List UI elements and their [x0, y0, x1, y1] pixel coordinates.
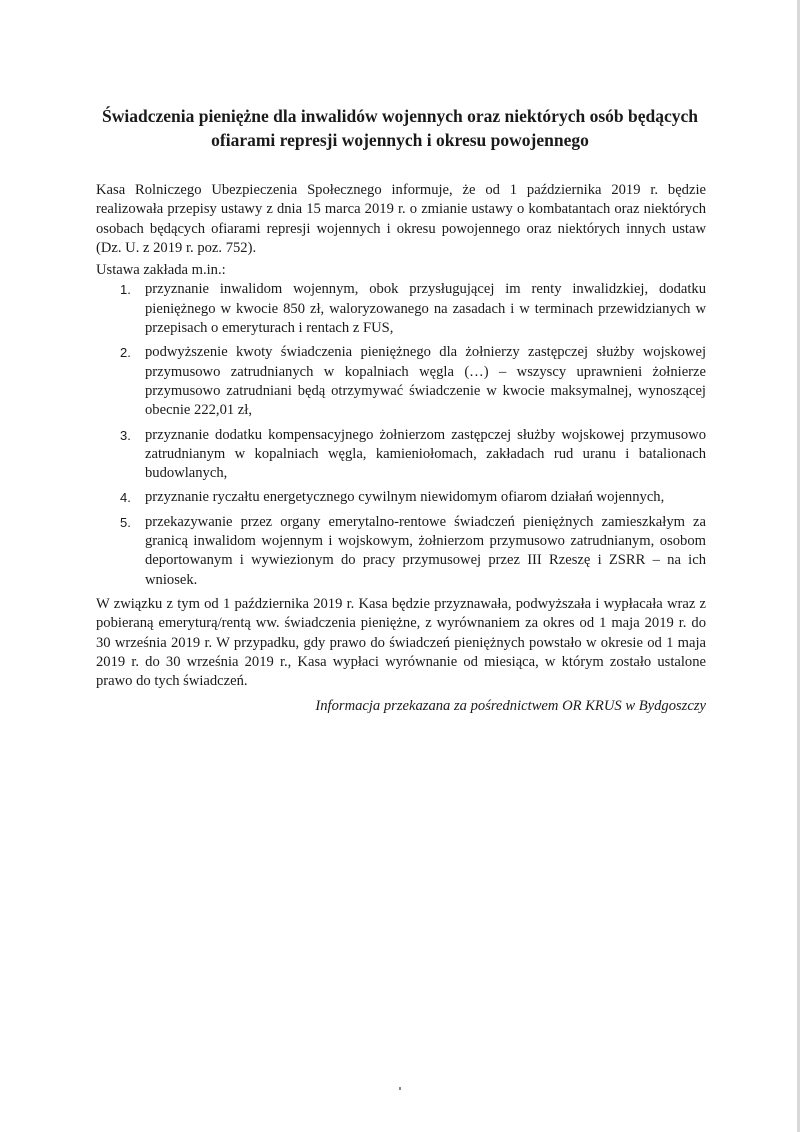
list-item-text: przyznanie ryczałtu energetycznego cywilnym niewidomym ofiarom działań wojennych, [145, 489, 665, 506]
list-item [96, 488, 706, 507]
provisions-list [96, 280, 706, 589]
closing-paragraph: W związku z tym od 1 października 2019 r. Kasa będzie przyznawała, podwyższała i wypłacała wraz z pobieraną emeryturą/rentą ww. świadczenia pieniężne, z wyrównaniem za okres od 1 maja 2019 r. do 30 września 2019 r. W przypadku, gdy prawo do świadczeń pieniężnych powstało w okresie od 1 maja 2019 r. do 30 września 2019 r., Kasa wypłaci wyrównanie od miesiąca, w którym zostało ustalone prawo do tych świadczeń. [96, 595, 706, 690]
list-item [96, 343, 706, 420]
list-item-number: 4. [120, 490, 131, 506]
list-lead: Ustawa zakłada m.in.: [96, 262, 226, 279]
list-item [96, 513, 706, 590]
list-item [96, 280, 706, 338]
list-item [96, 426, 706, 484]
list-item-text: podwyższenie kwoty świadczenia pieniężnego dla żołnierzy zastępczej służby wojskowej przymusowo zatrudnianych w kopalniach węgla (…) – wszyscy uprawnieni żołnierze przymusowo zatrudniani będą otrzymywać świadczenie w kwocie maksymalnej, wynoszącej obecnie 222,01 zł, [145, 344, 706, 419]
list-item-text: przekazywanie przez organy emerytalno-rentowe świadczeń pieniężnych zamieszkałym za granicą inwalidom wojennym i wojskowym, żołnierzom przymusowo zatrudnianym, osobom deportowanym i wywiezionym do pracy przymusowej przez III Rzeszę i ZSRR – na ich wniosek. [145, 513, 706, 588]
list-item-number: 3. [120, 427, 131, 443]
source-note: Informacja przekazana za pośrednictwem OR KRUS w Bydgoszczy [315, 698, 706, 715]
intro-paragraph: Kasa Rolniczego Ubezpieczenia Społecznego informuje, że od 1 października 2019 r. będzie realizowała przepisy ustawy z dnia 15 marca 2019 r. o zmianie ustawy o kombatantach oraz niektórych osobach będących ofiarami represji wojennych i okresu powojennego oraz niektórych innych ustaw (Dz. U. z 2019 r. poz. 752). [96, 182, 706, 256]
document-title: Świadczenia pieniężne dla inwalidów wojennych oraz niektórych osób będących ofiarami represji wojennych i okresu powojennego [102, 106, 698, 150]
list-item-text: przyznanie inwalidom wojennym, obok przysługującej im renty inwalidzkiej, dodatku pieniężnego w kwocie 850 zł, waloryzowanego na zasadach i w terminach przewidzianych w przepisach o emeryturach i rentach z FUS, [145, 281, 706, 337]
list-item-number: 2. [120, 345, 131, 361]
list-item-text: przyznanie dodatku kompensacyjnego żołnierzom zastępczej służby wojskowej przymusowo zatrudnianym w kopalniach węgla, kamieniołomach, zakładach rud uranu i batalionach budowlanych, [145, 426, 706, 482]
list-item-number: 5. [120, 514, 131, 530]
list-item-number: 1. [120, 282, 131, 298]
scan-speck [399, 1087, 401, 1090]
document-body [96, 181, 706, 717]
